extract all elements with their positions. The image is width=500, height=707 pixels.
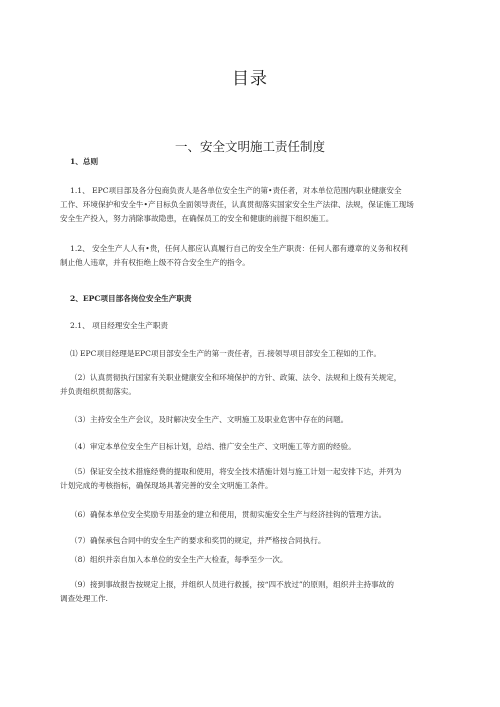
section-title: 一、安全文明施工责任制度 xyxy=(174,139,325,154)
paragraph-line: （3）主持安全生产会议，及时解决安全生产、文明施工及职业危害中存在的问题。 xyxy=(70,415,349,424)
paragraph-line: （6）确保本单位安全奖励专用基金的建立和使用，贯彻实施安全生产与经济挂钩的管理方法。 xyxy=(70,510,387,519)
paragraph-4 xyxy=(60,292,450,306)
paragraph-5 xyxy=(60,319,450,333)
paragraph-1 xyxy=(60,155,450,169)
paragraph-8 xyxy=(60,413,450,427)
paragraph-6 xyxy=(60,347,450,361)
paragraph-line: 安全生产投入，努力消除事故隐患，在确保员工的安全和健康的前提下组织施工。 xyxy=(60,214,334,223)
paragraph-12 xyxy=(60,534,450,548)
paragraph-3 xyxy=(60,242,440,270)
paragraph-line: ⑴ EPC项目经理是EPC项目部安全生产的第一责任者，百.接领导项目部安全工程如的工作。 xyxy=(70,349,382,358)
paragraph-line: （2）认真贯彻执行国家有关职业健康安全和环境保护的方针、政策、法令、法规和上级有关规定， xyxy=(70,373,402,382)
paragraph-9 xyxy=(60,440,450,454)
paragraph-line: 1、总则 xyxy=(70,157,99,166)
paragraph-line: 并负责组织贯彻落实。 xyxy=(60,387,136,396)
paragraph-11 xyxy=(60,508,450,522)
paragraph-line: （7）确保承包合同中的安全生产的要求和奖罚的规定，并严格按合同执行。 xyxy=(70,536,326,545)
toc-title: 目录 xyxy=(232,69,268,89)
paragraph-line: 1.1、 EPC项目部及各分包商负责人是各单位安全生产的第•责任者，对本单位范围内职业健康安全 xyxy=(70,186,402,195)
paragraph-line: （8）组织并亲自加入本单位的安全生产大检查，每季至少一次。 xyxy=(70,555,288,564)
paragraph-line: （9）接到事故报告按规定上报，并组织人员进行救援，按“四不放过”的原则，组织并主持事故的 xyxy=(70,580,394,589)
paragraph-line: 2、EPC项目部各岗位安全生产职责 xyxy=(70,294,192,303)
paragraph-line: （4）审定本单位安全生产目标计划，总结、推广安全生产、文明施工等方面的经验。 xyxy=(70,442,356,451)
paragraph-13 xyxy=(60,553,450,567)
paragraph-line: （5）保证安全技术措施经费的提取和使用，将安全技术措施计划与施工计划一起安排下达，并列为 xyxy=(70,467,402,476)
paragraph-line: 2.1、 项目经理安全生产职责 xyxy=(70,321,169,330)
paragraph-14 xyxy=(60,578,440,606)
paragraph-line: 工作、环境保护和安全牛•产目标负全面领导责任，认真贯彻落实国家安全生产法律、法规，保证施工现场 xyxy=(60,200,414,209)
paragraph-2 xyxy=(60,184,440,226)
paragraph-7 xyxy=(60,371,440,399)
paragraph-line: 计划完成的考核指标，确保现场具著完善的安全文明施工条件。 xyxy=(60,481,273,490)
paragraph-10 xyxy=(60,465,440,493)
paragraph-line: 1.2、 安全生产人人有•贵，任何人都应认真履行自己的安全生产职责：任何人都有遵章的义务和权利 xyxy=(70,244,408,253)
paragraph-line: 调查处理工作. xyxy=(60,594,108,603)
paragraph-line: 制止他人违章，并有权拒绝上级不符合安全生产的指令。 xyxy=(60,258,250,267)
